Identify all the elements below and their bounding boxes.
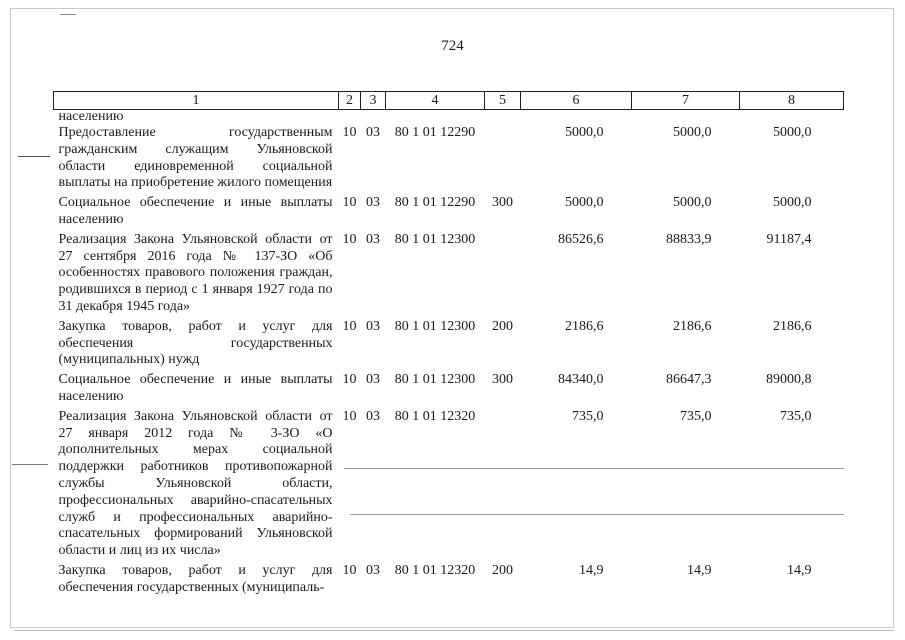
row-value-year3: 5000,0: [773, 195, 812, 211]
row-section: 10: [342, 125, 357, 140]
table-row: [54, 316, 844, 369]
row-value-year2: 5000,0: [673, 195, 712, 211]
row-name: населению: [58, 109, 124, 124]
row-value-year3: 89000,8: [766, 372, 812, 388]
row-target-code: [386, 110, 485, 125]
row-value-year2: 14,9: [687, 562, 712, 578]
row-value-year2: 2186,6: [673, 318, 712, 334]
row-name: Социальное обеспечение и иные выплаты населению: [58, 372, 333, 404]
column-header: 3: [361, 92, 386, 110]
row-value-year1: 14,9: [579, 562, 604, 578]
row-subsection: 03: [366, 195, 380, 211]
scan-artifact: [350, 514, 844, 515]
row-expense-type: 200: [492, 318, 513, 334]
row-expense-type: 300: [492, 195, 513, 211]
table-row: [54, 369, 844, 406]
row-expense-type: 300: [492, 372, 513, 388]
row-section: 10: [342, 195, 357, 211]
row-value-year3: 735,0: [780, 408, 812, 424]
row-name: Закупка товаров, работ и услуг для обеспечения государственных (муниципальных) нужд: [58, 318, 333, 368]
row-expense-type: 200: [492, 562, 513, 578]
row-subsection: 03: [366, 318, 380, 334]
table-row: [54, 110, 844, 125]
row-value-year1: 5000,0: [565, 125, 604, 140]
row-value-year2: [632, 110, 740, 125]
row-subsection: 03: [366, 125, 380, 140]
row-target-code: 80 1 01 12300: [394, 372, 476, 388]
table-row: [54, 192, 844, 229]
column-header: 6: [521, 92, 632, 110]
scan-artifact: [60, 14, 76, 15]
page-number: 724: [441, 38, 464, 54]
row-target-code: 80 1 01 12290: [394, 125, 476, 140]
row-value-year3: [740, 110, 844, 125]
row-subsection: [361, 110, 386, 125]
column-header: 4: [386, 92, 485, 110]
scan-artifact: [18, 156, 50, 157]
row-target-code: 80 1 01 12290: [394, 195, 476, 211]
row-section: 10: [342, 318, 357, 334]
row-expense-type: [485, 229, 521, 316]
table-row: [54, 560, 844, 597]
row-value-year2: 5000,0: [673, 125, 712, 140]
scan-artifact: [12, 464, 48, 465]
row-value-year1: 5000,0: [565, 195, 604, 211]
row-subsection: 03: [366, 231, 380, 247]
scan-artifact: [344, 468, 844, 469]
row-value-year1: [521, 110, 632, 125]
row-value-year3: 5000,0: [773, 125, 812, 140]
row-section: 10: [342, 372, 357, 388]
row-value-year2: 86647,3: [666, 372, 712, 388]
row-section: 10: [342, 231, 357, 247]
row-subsection: 03: [366, 562, 380, 578]
row-subsection: 03: [366, 408, 380, 424]
row-name: Реализация Закона Ульяновской области от 27 января 2012 года № 3-ЗО «О дополнительных мерах социальной поддержки работников противопожарной службы Ульяновской области, профессиональных аварийно-спасательных служб и профессиональных аварийно-спасательных формирований Ульяновской области и лиц из их числа»: [58, 408, 333, 559]
budget-table: [53, 91, 844, 597]
column-header: 7: [632, 92, 740, 110]
row-section: [339, 110, 361, 125]
row-value-year1: 86526,6: [558, 231, 604, 247]
row-target-code: 80 1 01 12300: [394, 318, 476, 334]
table-row: [54, 124, 844, 192]
scan-artifact: [14, 630, 894, 631]
row-name: Закупка товаров, работ и услуг для обеспечения государственных (муниципаль-: [58, 562, 333, 595]
row-value-year3: 14,9: [787, 562, 812, 578]
table-row: [54, 229, 844, 316]
row-name: Социальное обеспечение и иные выплаты населению: [58, 195, 333, 227]
row-value-year3: 2186,6: [773, 318, 812, 334]
column-header: 5: [485, 92, 521, 110]
row-value-year2: 735,0: [680, 408, 712, 424]
row-expense-type: [485, 110, 521, 125]
row-value-year1: 735,0: [572, 408, 604, 424]
row-target-code: 80 1 01 12320: [394, 408, 476, 424]
row-value-year1: 2186,6: [565, 318, 604, 334]
table-row: [54, 406, 844, 560]
column-header: 1: [54, 92, 339, 110]
row-value-year1: 84340,0: [558, 372, 604, 388]
row-section: 10: [342, 408, 357, 424]
column-header: 2: [339, 92, 361, 110]
row-target-code: 80 1 01 12320: [394, 562, 476, 578]
row-value-year2: 88833,9: [666, 231, 712, 247]
column-number-header: [54, 92, 844, 110]
row-value-year3: 91187,4: [766, 231, 812, 247]
row-expense-type: [485, 124, 521, 192]
row-subsection: 03: [366, 372, 380, 388]
row-name: Реализация Закона Ульяновской области от 27 сентября 2016 года № 137-ЗО «Об особенностях правового положения граждан, родившихся в период с 1 января 1927 года по 31 декабря 1945 года»: [58, 231, 333, 314]
row-section: 10: [342, 562, 357, 578]
row-name: Предоставление государственным гражданским служащим Ульяновской области единовременной социальной выплаты на приобретение жилого помещения: [58, 125, 333, 191]
row-target-code: 80 1 01 12300: [394, 231, 476, 247]
column-header: 8: [740, 92, 844, 110]
row-expense-type: [485, 406, 521, 560]
